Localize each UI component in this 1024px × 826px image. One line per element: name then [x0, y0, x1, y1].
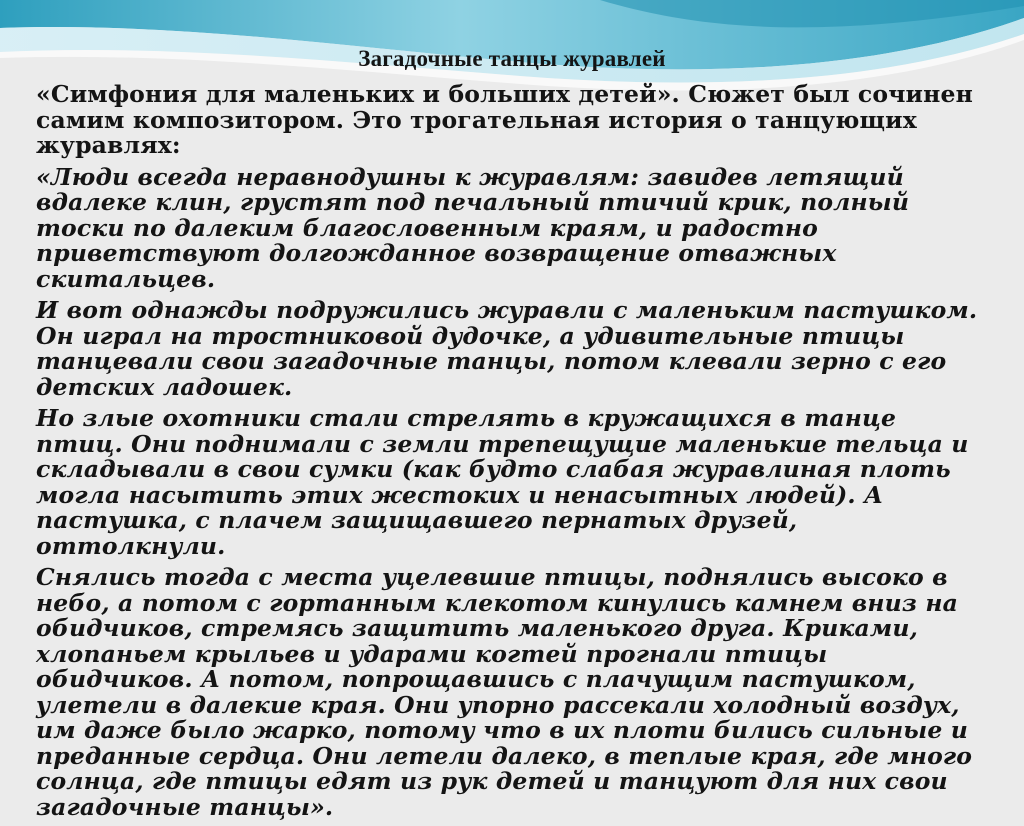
paragraph-quote-1: «Люди всегда неравнодушны к журавлям: завидев летящий вдалеке клин, грустят под печальный птичий крик, полный тоски по далеким благословенным краям, и радостно приветствуют долгожданное возвращение отважных скитальцев.: [36, 162, 910, 293]
paragraph-quote-4: Снялись тогда с места уцелевшие птицы, поднялись высоко в небо, а потом с гортанным клекотом кинулись камнем вниз на обидчиков, стремясь защитить маленького друга. Криками, хлопаньем крыльев и ударами когтей прогнали птицы обидчиков. А потом, попрощавшись с плачущим пастушком, улетели в далекие края. Они упорно рассекали холодный воздух, им даже было жарко, потому что в их плоти бились сильные и преданные сердца. Они летели далеко, в теплые края, где много солнца, где птицы едят из рук детей и танцуют для них свои загадочные танцы».: [36, 563, 973, 821]
slide-body: [36, 82, 986, 826]
paragraph-quote-2: И вот однажды подружились журавли с маленьким пастушком. Он играл на тростниковой дудочке, а удивительные птицы танцевали свои загадочные танцы, потом клевали зерно с его детских ладошек.: [36, 296, 978, 401]
slide-title: Загадочные танцы журавлей: [358, 46, 666, 71]
paragraph-quote-3: Но злые охотники стали стрелять в кружащихся в танце птиц. Они поднимали с земли трепещущие маленькие тельца и складывали в свои сумки (как будто слабая журавлиная плоть могла насытить этих жестоких и ненасытных людей). А пастушка, с плачем защищавшего пернатых друзей, оттолкнули.: [36, 404, 969, 560]
paragraph-intro: «Симфония для маленьких и больших детей». Сюжет был сочинен самим композитором. Это трогательная история о танцующих журавлях:: [36, 80, 973, 159]
